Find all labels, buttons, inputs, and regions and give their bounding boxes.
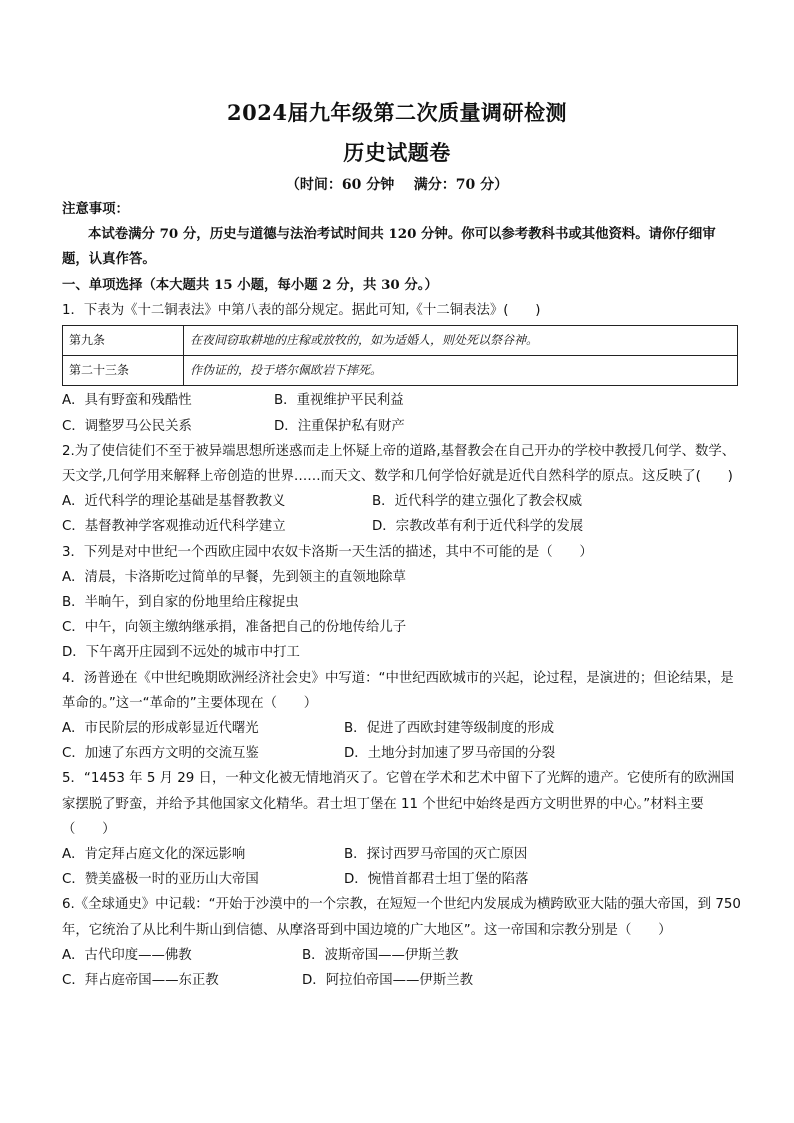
option-a: A．市民阶层的形成彰显近代曙光	[62, 721, 259, 737]
option-d: D．宗教改革有利于近代科学的发展	[372, 519, 584, 535]
question-1	[62, 298, 742, 439]
question-stem: 6.《全球通史》中记载：“开始于沙漠中的一个宗教，在短短一个世纪内发展成为横跨欧亚大陆的强大帝国，到 750 年，它统治了从比利牛斯山到信德、从摩洛哥到中国边境的广大地区”。这一帝国和宗教分别是（ ）	[62, 897, 741, 938]
question-3	[62, 540, 742, 666]
option-b: B．探讨西罗马帝国的灭亡原因	[344, 847, 528, 863]
notice-heading: 注意事项：	[62, 201, 129, 217]
option-a: A．具有野蛮和残酷性	[62, 393, 192, 409]
option-c: C．调整罗马公民关系	[62, 418, 192, 434]
question-5	[62, 766, 742, 892]
question-2	[62, 439, 742, 540]
option-c: C．加速了东西方文明的交流互鉴	[62, 746, 259, 762]
option-d: D．惋惜首都君士坦丁堡的陷落	[344, 872, 529, 888]
option-row	[62, 489, 742, 514]
option-row	[62, 741, 742, 766]
question-6	[62, 892, 742, 993]
option-row	[62, 867, 742, 892]
question-stem: 2.为了使信徒们不至于被异端思想所迷惑而走上怀疑上帝的道路,基督教会在自己开办的学校中教授几何学、数学、天文学,几何学用来解释上帝创造的世界……而天文、数学和几何学恰好就是近代自然科学的原点。这反映了( )	[62, 443, 736, 485]
option-a: A．近代科学的理论基础是基督教教义	[62, 494, 286, 510]
exam-title: 2024届九年级第二次质量调研检测	[227, 100, 567, 125]
option-c: C．基督教神学客观推动近代科学建立	[62, 519, 286, 535]
exam-content	[62, 197, 742, 993]
exam-subtitle: 历史试题卷	[343, 140, 451, 165]
option-a: A．肯定拜占庭文化的深远影响	[62, 847, 246, 863]
question-stem: 1．下表为《十二铜表法》中第八表的部分规定。据此可知,《十二铜表法》( )	[62, 302, 541, 318]
table-cell: 第二十三条	[63, 356, 184, 386]
option-b: B．半晌午，到自家的份地里给庄稼捉虫	[62, 595, 299, 611]
option-d: D．阿拉伯帝国——伊斯兰教	[302, 973, 473, 989]
table-cell: 第九条	[63, 326, 184, 356]
option-row	[62, 968, 742, 993]
question-stem: 3．下列是对中世纪一个西欧庄园中农奴卡洛斯一天生活的描述，其中不可能的是（ ）	[62, 544, 593, 560]
exam-meta: （时间：60 分钟 满分：70 分）	[285, 177, 509, 193]
option-b: B．波斯帝国——伊斯兰教	[302, 947, 459, 963]
option-row	[62, 414, 742, 439]
option-b: B．重视维护平民利益	[274, 393, 404, 409]
option-row	[62, 943, 742, 968]
option-c: C．赞美盛极一时的亚历山大帝国	[62, 872, 259, 888]
table-cell: 在夜间窃取耕地的庄稼或放牧的，如为适婚人，则处死以祭谷神。	[184, 326, 738, 356]
question-stem: 4．汤普逊在《中世纪晚期欧洲经济社会史》中写道：“中世纪西欧城市的兴起，论过程，是演进的；但论结果，是革命的。”这一“革命的”主要体现在（ ）	[62, 670, 734, 711]
option-b: B．促进了西欧封建等级制度的形成	[344, 721, 555, 737]
table-row	[63, 356, 738, 386]
option-row	[62, 716, 742, 741]
option-a: A．清晨，卡洛斯吃过简单的早餐，先到领主的直领地除草	[62, 569, 406, 585]
option-c: C．中午，向领主缴纳继承捐，准备把自己的份地传给儿子	[62, 620, 407, 636]
option-row	[62, 388, 742, 413]
table-cell: 作伪证的，投于塔尔佩欧岩下摔死。	[184, 356, 738, 386]
option-a: A．古代印度——佛教	[62, 947, 192, 963]
section-heading: 一、单项选择（本大题共 15 小题，每小题 2 分，共 30 分。）	[62, 276, 438, 293]
question-4	[62, 666, 742, 767]
table-row	[63, 326, 738, 356]
option-c: C．拜占庭帝国——东正教	[62, 973, 219, 989]
option-b: B．近代科学的建立强化了教会权威	[372, 494, 583, 510]
notice-body: 本试卷满分 70 分，历史与道德与法治考试时间共 120 分钟。你可以参考教科书或其他资料。请你仔细审题，认真作答。	[62, 226, 716, 268]
question-stem: 5．“1453 年 5 月 29 日，一种文化被无情地消灭了。它曾在学术和艺术中留下了光辉的遗产。它使所有的欧洲国家摆脱了野蛮，并给予其他国家文化精华。君士坦丁堡在 11 个世纪中始终是西方文明世界的中心。”材料主要（ ）	[62, 771, 735, 837]
option-d: D．下午离开庄园到不远处的城市中打工	[62, 645, 300, 661]
option-d: D．土地分封加速了罗马帝国的分裂	[344, 746, 556, 762]
option-row	[62, 514, 742, 539]
option-row	[62, 842, 742, 867]
option-d: D．注重保护私有财产	[274, 418, 405, 434]
law-table	[62, 325, 738, 386]
